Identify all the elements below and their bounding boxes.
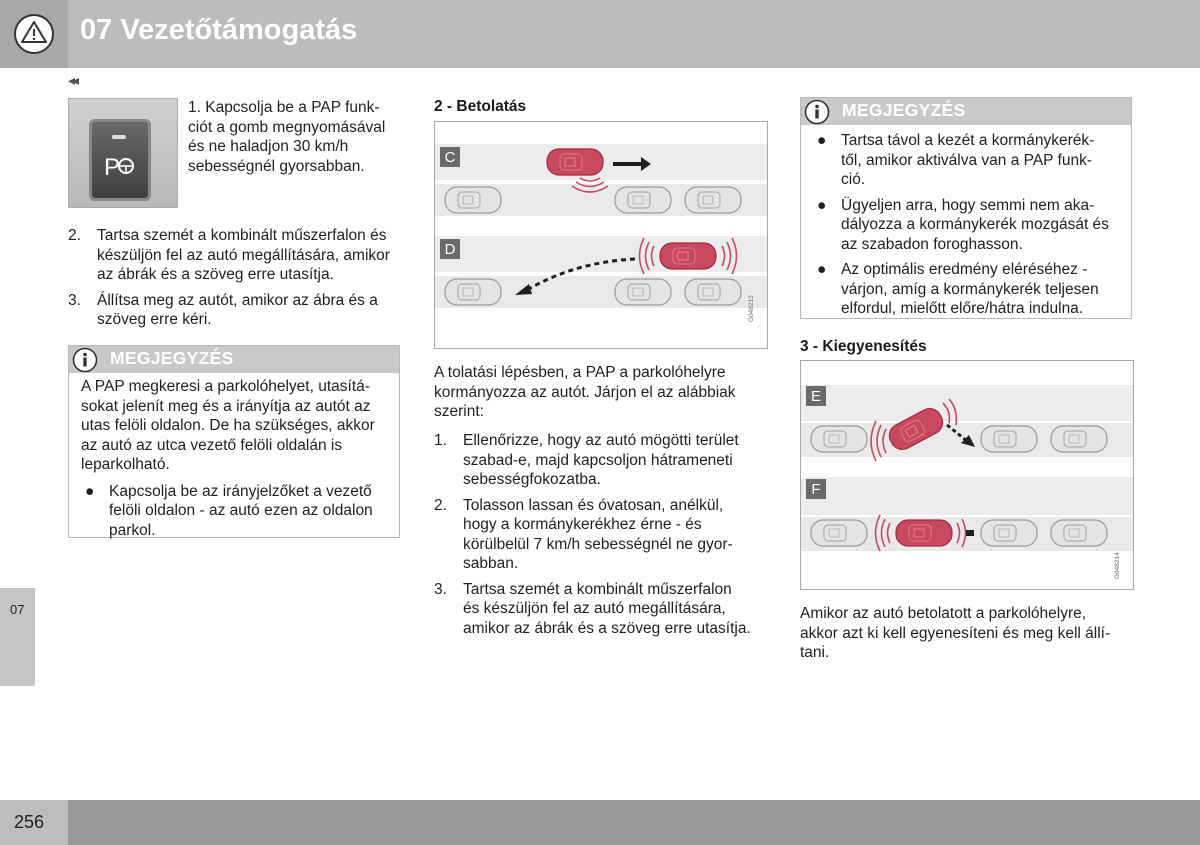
note-text: A PAP megkeresi a parkolóhelyet, utasítá- sokat jelenít meg és a irányítja az autót az utas felöli oldalon. De ha szükséges, akkor az autó az utca vezető felöli oldalán is leparkolható.: [81, 378, 375, 473]
list-item: [434, 496, 769, 574]
bullet-dot: ●: [817, 261, 827, 278]
warning-triangle-icon: [0, 0, 68, 68]
panel-label-c-text: C: [444, 149, 456, 166]
note-bullet: [813, 131, 1123, 190]
page-number-box: [0, 800, 68, 845]
parked-car: [811, 520, 867, 546]
note-label: MEGJEGYZÉS: [842, 100, 966, 120]
list-item-text: Tartsa szemét a kombinált műszerfalon és készüljön fel az autó megállítására, amikor az ábrák és a szöveg erre utasítja.: [463, 580, 751, 637]
list-item-number: 2.: [68, 227, 81, 244]
parked-car: [1051, 520, 1107, 546]
list-item-number: 3.: [434, 580, 447, 598]
park-assist-icon: [104, 151, 136, 181]
figure-code: G048214: [1114, 552, 1121, 579]
note-header: [69, 346, 399, 373]
list-item-text: Állítsa meg az autót, amikor az ábra és a szöveg erre kéri.: [97, 291, 378, 328]
note-bullet: [813, 196, 1123, 255]
list-item: [434, 431, 769, 490]
button-indicator-led: [112, 135, 126, 139]
bullet-dot: ●: [817, 196, 827, 214]
svg-text:P: P: [104, 154, 121, 181]
list-item-text: Ellenőrizze, hogy az autó mögötti terület szabad-e, majd kapcsoljon hátrameneti sebességfokozatba.: [463, 432, 739, 488]
note-bullet-text: Kapcsolja be az irányjelzőket a vezető felöli oldalon - az autó ezen az oldalon parkol.: [109, 482, 373, 539]
note-bullet-text: Ügyeljen arra, hogy semmi nem aka- dályozza a kormánykerék mozgását és az szabadon foroghasson.: [841, 196, 1109, 253]
own-car-f: [896, 520, 952, 546]
page-header: [0, 0, 1200, 68]
parked-car: [811, 426, 867, 452]
info-icon: [804, 99, 830, 125]
reversing-intro: A tolatási lépésben, a PAP a parkolóhelyre kormányozza az autót. Járjon el az alábbiak szerint:: [434, 364, 736, 420]
panel-label-e-text: E: [810, 388, 822, 405]
bullet-dot: ●: [817, 132, 827, 149]
list-item: [68, 226, 398, 285]
chapter-side-tab[interactable]: [0, 588, 35, 686]
parked-car: [445, 187, 501, 213]
own-car-d: [660, 243, 716, 269]
note-label: MEGJEGYZÉS: [110, 348, 234, 368]
note-body: [813, 131, 1123, 325]
list-item-text: Tolasson lassan és óvatosan, anélkül, hogy a kormánykerékhez érne - és körülbelül 7 km/h sebességnél ne gyor- sabban.: [463, 496, 733, 572]
parked-car: [445, 279, 501, 305]
page-title: 07 Vezetőtámogatás: [80, 14, 358, 46]
note-bullet-text: Tartsa távol a kezét a kormánykerék- től, amikor aktiválva van a PAP funk- ció.: [841, 132, 1095, 188]
continued-from-previous-page-icon: ◂◂: [68, 72, 77, 88]
section-heading-straightening: 3 - Kiegyenesítés: [800, 338, 927, 355]
info-icon: [72, 347, 98, 373]
stop-marker-icon: [966, 530, 974, 536]
list-item: [68, 291, 398, 330]
reversing-diagram: [434, 121, 768, 349]
own-car-c: [547, 149, 603, 175]
panel-label-d-text: D: [444, 241, 456, 258]
bullet-dot: ●: [85, 482, 95, 500]
parked-car: [981, 426, 1037, 452]
parked-car: [685, 187, 741, 213]
step-1-text: 1. Kapcsolja be a PAP funk- ciót a gomb megnyomásával és ne haladjon 30 km/h sebességnél gyorsabban.: [188, 99, 386, 175]
note-box-col1: [68, 345, 400, 538]
list-item-text: Tartsa szemét a kombinált műszerfalon és készüljön fel az autó megállítására, amikor az ábrák és a szöveg erre utasítja.: [97, 227, 390, 283]
straightening-diagram: [800, 360, 1134, 590]
parked-car: [1051, 426, 1107, 452]
straightening-text: Amikor az autó betolatott a parkolóhelyre, akkor azt ki kell egyenesíteni és meg kell állí- tani.: [800, 605, 1111, 661]
list-item-number: 1.: [434, 432, 447, 449]
list-item-number: 3.: [68, 291, 81, 309]
col1-steps-list: [68, 226, 398, 336]
pap-button-photo: [68, 98, 178, 208]
section-heading-reversing: 2 - Betolatás: [434, 98, 527, 115]
panel-label-f-text: F: [811, 481, 821, 498]
parked-car: [615, 187, 671, 213]
list-item: [434, 580, 769, 639]
page-footer: [0, 800, 1200, 845]
header-icon-box: [0, 0, 68, 68]
note-box-col3: [800, 97, 1132, 319]
note-bullet: [813, 260, 1123, 319]
col2-steps-list: [434, 431, 769, 644]
chapter-number: 07: [10, 602, 25, 617]
parked-car: [615, 279, 671, 305]
note-bullet-text: Az optimális eredmény eléréséhez - várjon, amíg a kormánykerék teljesen elfordul, mielőtt előre/hátra indulna.: [841, 261, 1099, 317]
page-number: 256: [14, 812, 45, 832]
parked-car: [981, 520, 1037, 546]
note-header: [801, 98, 1131, 125]
note-bullet: [81, 482, 391, 541]
figure-code: G048213: [748, 295, 755, 322]
list-item-number: 2.: [434, 496, 447, 514]
note-body: [81, 377, 391, 546]
parked-car: [685, 279, 741, 305]
pap-button: [89, 119, 151, 201]
